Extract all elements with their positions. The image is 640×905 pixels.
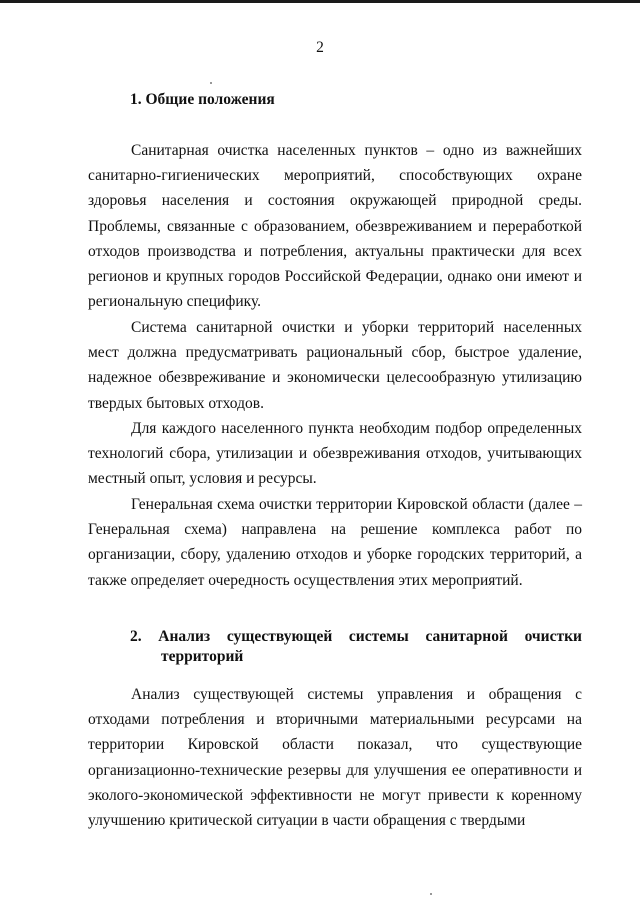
top-border-line <box>0 0 640 3</box>
scan-speck <box>430 893 432 895</box>
section-2-heading-line-2: территорий <box>161 648 244 665</box>
section-2-title-word: очистки <box>524 628 582 645</box>
section-2-title-word: санитарной <box>425 628 508 645</box>
section-2-title-word: системы <box>348 628 409 645</box>
section-2-number: 2. <box>130 628 142 645</box>
section-2-heading-line-1 <box>130 627 582 647</box>
section-1-paragraph-2: Система санитарной очистки и уборки территорий населенных мест должна предусматривать рациональный сбор, быстрое удаление, надежное обезвреживание и экономически целесообразную утилизацию твердых бытовых отходов. <box>88 319 582 412</box>
section-1-paragraph-4: Генеральная схема очистки территории Кировской области (далее – Генеральная схема) направлена на решение комплекса работ по организации, сбору, удалению отходов и уборке городских территорий, а также определяет очередность осуществления этих мероприятий. <box>88 496 582 589</box>
scan-speck <box>210 82 212 84</box>
section-2-heading <box>130 627 582 667</box>
page-number: 2 <box>316 39 324 56</box>
section-2-title-word: Анализ <box>158 628 211 645</box>
section-2-paragraph-1: Анализ существующей системы управления и обращения с отходами потребления и вторичными материальными ресурсами на территории Кировской области показал, что существующие организационно-технические резервы для улучшения ее оперативности и эколого-экономической эффективности не могут привести к коренному улучшению критической ситуации в части обращения с твердыми <box>88 686 582 830</box>
section-1-paragraph-3: Для каждого населенного пункта необходим подбор определенных технологий сбора, утилизации и обезвреживания отходов, учитывающих местный опыт, условия и ресурсы. <box>88 420 582 488</box>
section-1-paragraph-1: Санитарная очистка населенных пунктов – одно из важнейших санитарно-гигиенических мероприятий, способствующих охране здоровья населения и состояния окружающей природной среды. Проблемы, связанные с образованием, обезвреживанием и переработкой отходов производства и потребления, актуальны практически для всех регионов и крупных городов Российской Федерации, однако они имеют и региональную специфику. <box>88 142 582 311</box>
section-1-heading: 1. Общие положения <box>130 91 275 108</box>
section-2-title-word: существующей <box>226 628 333 645</box>
